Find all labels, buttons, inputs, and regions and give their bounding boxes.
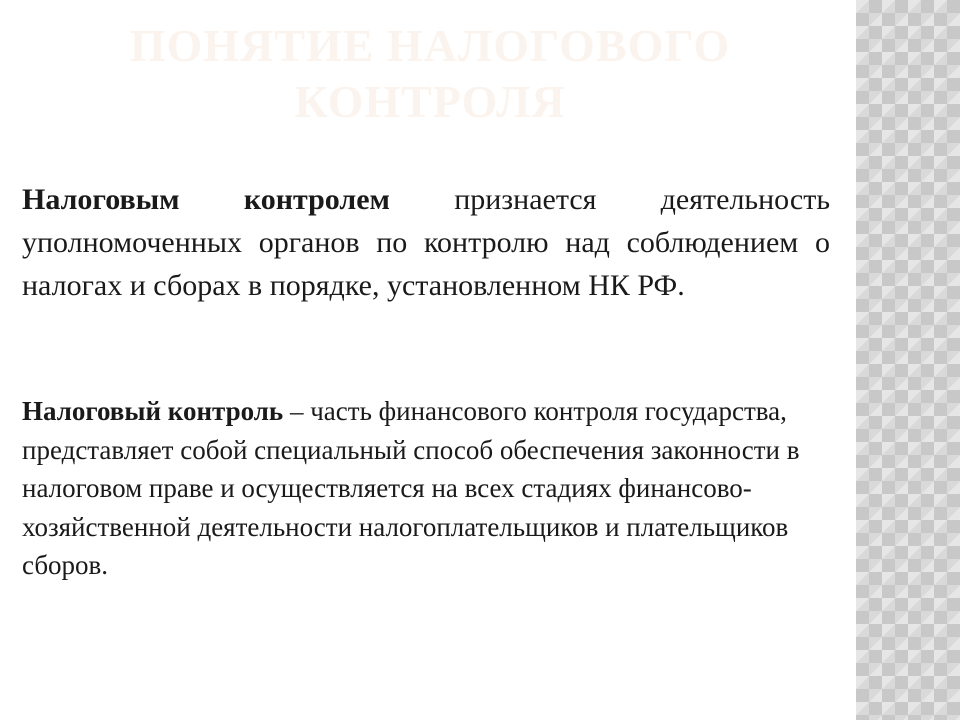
definition-paragraph-1	[22, 178, 830, 307]
definition-2-text: – часть финансового контроля государства, представляет собой специальный способ обеспечения законности в налоговом праве и осуществляется на всех стадиях финансово-хозяйственной деятельности налогоплательщиков и плательщиков сборов.	[22, 396, 800, 580]
definition-1-text: признается деятельность уполномоченных органов по контролю над соблюдением о налогах и сборах в порядке, установленном НК РФ.	[22, 183, 831, 302]
term-1: Налоговым контролем	[22, 183, 390, 216]
term-2: Налоговый контроль	[22, 396, 284, 426]
definition-paragraph-2	[22, 392, 834, 585]
decorative-pattern-overlay	[856, 0, 960, 720]
slide-title: ПОНЯТИЕ НАЛОГОВОГО КОНТРОЛЯ	[129, 20, 731, 127]
